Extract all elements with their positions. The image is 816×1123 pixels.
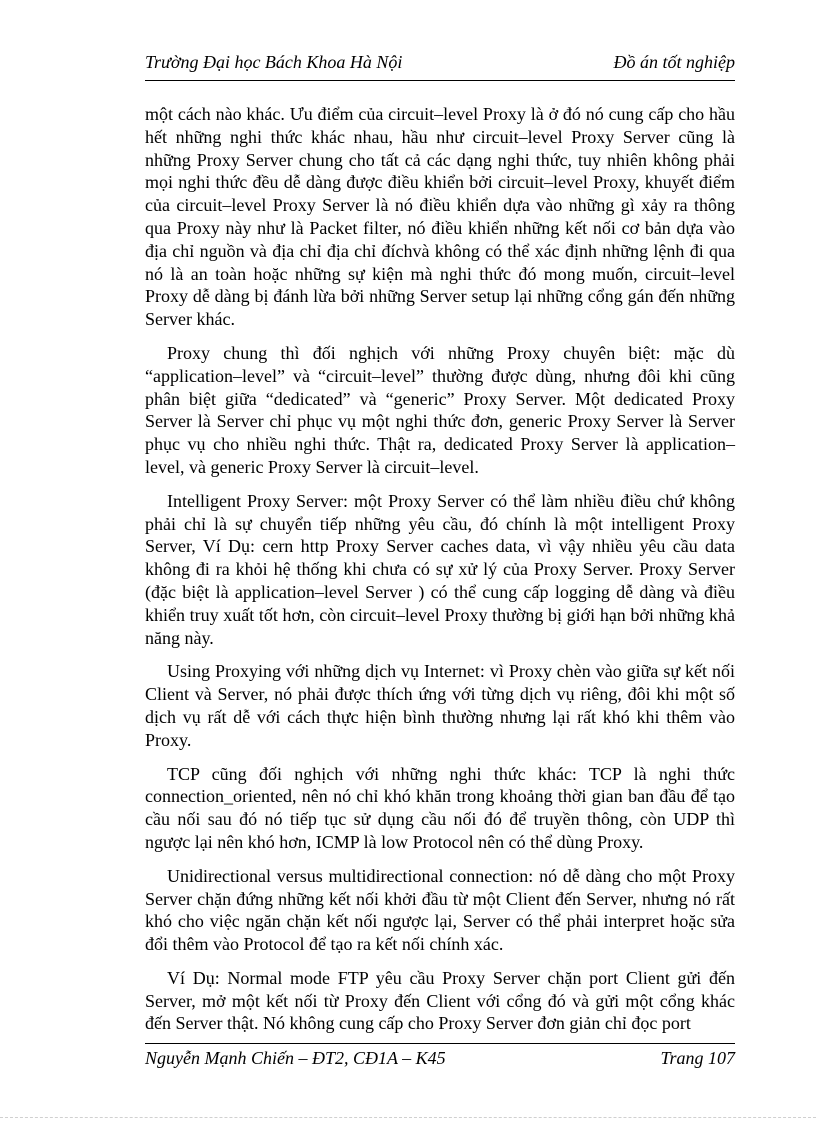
paragraph: Proxy chung thì đối nghịch với những Proxy chuyên biệt: mặc dù “application–level” và “circuit–level” thường được dùng, nhưng đôi khi cũng phân biệt giữa “dedicated” và “generic” Proxy Server. Một dedicated Proxy Server là Server chỉ phục vụ một nghi thức đơn, generic Proxy Server là Server phục vụ cho nhiều nghi thức. Thật ra, dedicated Proxy Server là application–level, và generic Proxy Server là circuit–level. — [145, 342, 735, 477]
paragraph: Intelligent Proxy Server: một Proxy Server có thể làm nhiều điều chứ không phải chỉ là sự chuyển tiếp những yêu cầu, đó chính là một intelligent Proxy Server, Ví Dụ: cern http Proxy Server caches data, vì vậy nhiều yêu cầu data không đi ra khỏi hệ thống khi chưa có sự xử lý của Proxy Server. Proxy Server (đặc biệt là application–level Server ) có thể cung cấp logging dễ dàng và điều khiển truy xuất tốt hơn, còn circuit–level Proxy thường bị giới hạn bởi những khả năng này. — [145, 490, 735, 648]
paragraph: Using Proxying với những dịch vụ Internet: vì Proxy chèn vào giữa sự kết nối Client và Server, nó phải được thích ứng với từng dịch vụ riêng, đôi khi một số dịch vụ rất dễ với cách thực hiện bình thường nhưng lại rất khó khi thêm vào Proxy. — [145, 661, 735, 750]
page-body — [145, 103, 735, 1046]
footer-rule — [145, 1043, 735, 1044]
paragraph: TCP cũng đối nghịch với những nghi thức khác: TCP là nghi thức connection_oriented, nên nó chỉ khó khăn trong khoảng thời gian ban đầu để tạo cầu nối sau đó nó tiếp tục sử dụng cầu nối đó để truyền thông, còn UDP thì ngược lại nên khó hơn, ICMP là low Protocol nên có thể dùng Proxy. — [145, 763, 735, 852]
paragraph: một cách nào khác. Ưu điểm của circuit–level Proxy là ở đó nó cung cấp cho hầu hết những nghi thức khác nhau, hầu như circuit–level Proxy Server cũng là những Proxy Server chung cho tất cả các dạng nghi thức, tuy nhiên không phải mọi nghi thức đều dễ dàng được điều khiển bởi circuit–level Proxy, khuyết điểm của circuit–level Proxy Server là nó điều khiển dựa vào những gì xảy ra thông qua Proxy này như là Packet filter, nó điều khiển những kết nối cơ bản dựa vào địa chỉ nguồn và địa chỉ địa chỉ đíchvà không có thể xác định những lệnh đi qua nó là an toàn hoặc những sự kiện mà nghi thức đó mong muốn, circuit–level Proxy dễ dàng bị đánh lừa bởi những Server setup lại những cổng gán đến những Server khác. — [145, 104, 735, 330]
page-header — [145, 52, 735, 80]
paragraph: Ví Dụ: Normal mode FTP yêu cầu Proxy Server chặn port Client gửi đến Server, mở một kết nối từ Proxy đến Client với cổng đó và gửi một cổng khác đến Server thật. Nó không cung cấp cho Proxy Server đơn giản chỉ đọc port — [145, 967, 735, 1034]
header-doc-type: Đồ án tốt nghiệp — [613, 52, 735, 72]
footer-page-number: Trang 107 — [660, 1048, 735, 1068]
header-school: Trường Đại học Bách Khoa Hà Nội — [145, 52, 403, 72]
footer-author: Nguyễn Mạnh Chiến – ĐT2, CĐ1A – K45 — [145, 1048, 446, 1068]
page-edge — [0, 1117, 816, 1118]
paragraph: Unidirectional versus multidirectional connection: nó dễ dàng cho một Proxy Server chặn đứng những kết nối khởi đầu từ một Client đến Server, nhưng nó rất khó cho việc ngăn chặn kết nối ngược lại, Server có thể phải interpret hoặc sửa đổi thêm vào Protocol để tạo ra kết nối chính xác. — [145, 865, 735, 955]
header-rule — [145, 80, 735, 81]
